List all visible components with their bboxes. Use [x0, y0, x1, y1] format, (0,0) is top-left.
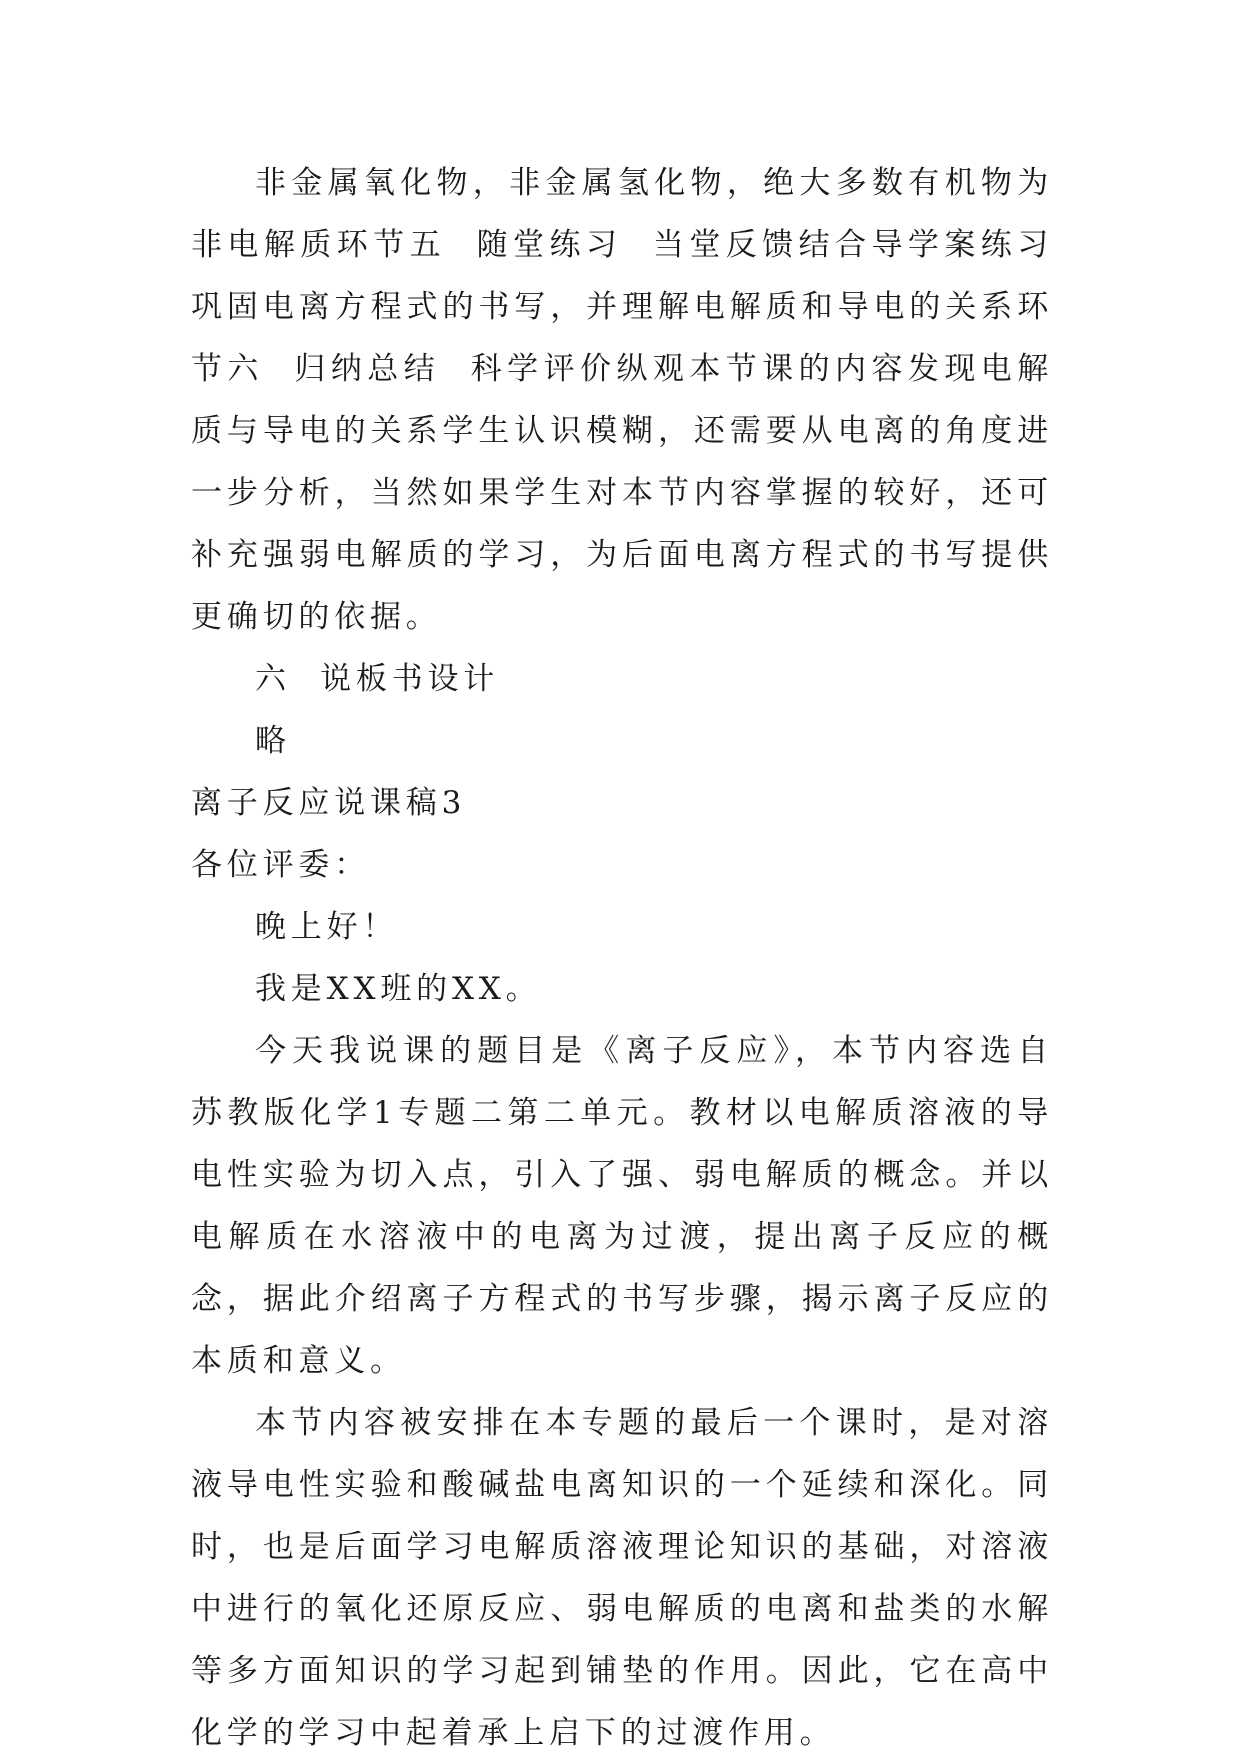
document-title: 离子反应说课稿3: [191, 785, 467, 821]
greeting: 晚上好！: [255, 909, 399, 945]
body-paragraph: 非金属氧化物，非金属氢化物，绝大多数有机物为非电解质环节五 随堂练习 当堂反馈结合导学案练习巩固电离方程式的书写，并理解电解质和导电的关系环节六 归纳总结 科学评价纵观本节课的内容发现电解质与导电的关系学生认识模糊，还需要从电离的角度进一步分析，当然如果学生对本节内容掌握的较好，还可补充强弱电解质的学习，为后面电离方程式的书写提供更确切的依据。: [191, 165, 1053, 635]
salutation: 各位评委：: [191, 847, 370, 883]
section-heading-board-design: 六 说板书设计: [255, 661, 500, 697]
document-page: [191, 152, 1053, 1764]
body-paragraph: 本节内容被安排在本专题的最后一个课时，是对溶液导电性实验和酸碱盐电离知识的一个延续和深化。同时，也是后面学习电解质溶液理论知识的基础，对溶液中进行的氧化还原反应、弱电解质的电离和盐类的水解等多方面知识的学习起到铺垫的作用。因此，它在高中化学的学习中起着承上启下的过渡作用。: [191, 1405, 1053, 1751]
body-paragraph: 今天我说课的题目是《离子反应》，本节内容选自苏教版化学1专题二第二单元。教材以电解质溶液的导电性实验为切入点，引入了强、弱电解质的概念。并以电解质在水溶液中的电离为过渡，提出离子反应的概念，据此介绍离子方程式的书写步骤，揭示离子反应的本质和意义。: [191, 1033, 1053, 1379]
self-introduction: 我是XX班的XX。: [255, 971, 542, 1007]
body-paragraph: 略: [255, 723, 291, 759]
